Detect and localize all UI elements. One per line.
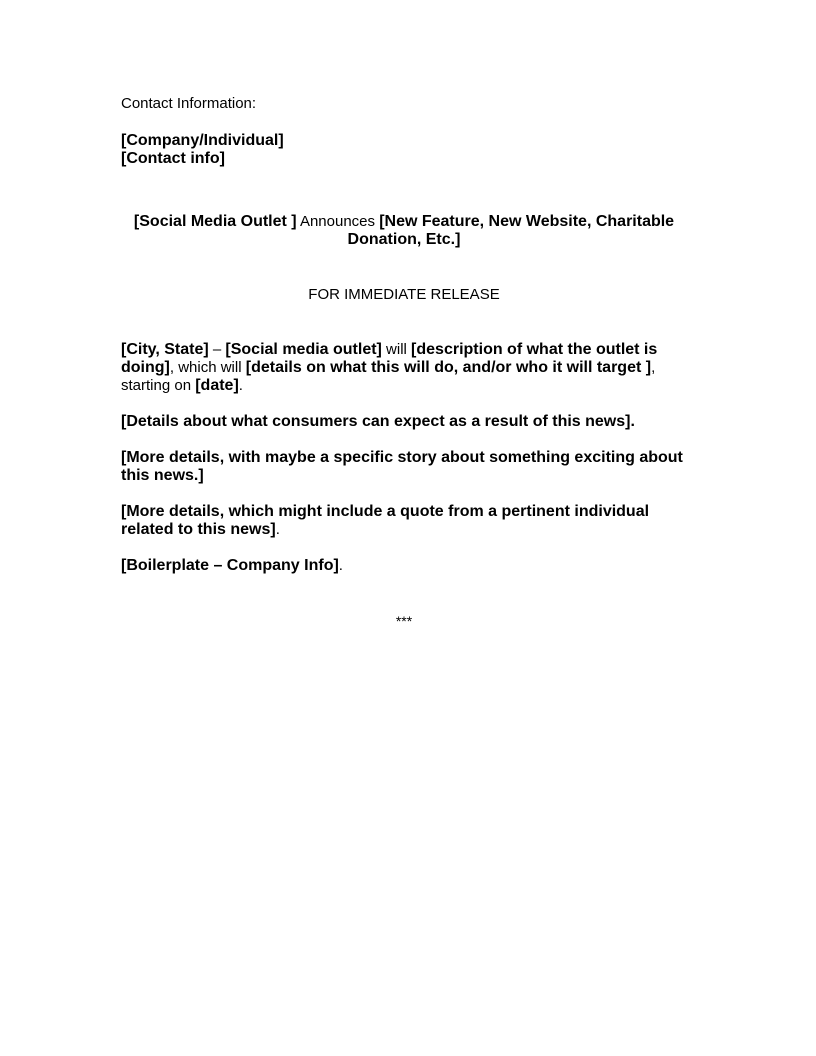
lead-starting-on: , starting on xyxy=(121,359,656,394)
contact-info-placeholder: [Contact info] xyxy=(121,150,225,167)
boilerplate-text: [Boilerplate – Company Info] xyxy=(121,557,339,574)
press-release-content xyxy=(121,95,687,630)
body-paragraph-boilerplate xyxy=(121,557,687,575)
immediate-release-label: FOR IMMEDIATE RELEASE xyxy=(308,286,500,303)
quote-text: [More details, which might include a quote from a pertinent individual related to this news] xyxy=(121,503,650,538)
headline-outlet: [Social Media Outlet ] xyxy=(133,213,297,230)
lead-description: [description of what the outlet is doing] xyxy=(121,341,658,376)
lead-date: [date] xyxy=(195,377,239,394)
lead-details: [details on what this will do, and/or who it will target ] xyxy=(245,359,652,376)
lead-city-state: [City, State] xyxy=(121,341,209,358)
boilerplate-period: . xyxy=(338,557,343,574)
quote-period: . xyxy=(275,521,280,538)
body-paragraph-quote xyxy=(121,503,687,539)
body-paragraph-lead xyxy=(121,341,687,395)
lead-outlet: [Social media outlet] xyxy=(225,341,382,358)
press-release-headline xyxy=(121,213,687,249)
headline-subject: [New Feature, New Website, Charitable Donation, Etc.] xyxy=(347,213,675,248)
body-paragraph-story: [More details, with maybe a specific story about something exciting about this news.] xyxy=(121,449,683,484)
headline-announces: Announces xyxy=(296,213,380,230)
body-paragraph-consumer-expectations: [Details about what consumers can expect as a result of this news]. xyxy=(121,413,635,430)
contact-company-placeholder: [Company/Individual] xyxy=(121,132,284,149)
lead-period: . xyxy=(238,377,243,394)
lead-will: will xyxy=(381,341,412,358)
end-marker: *** xyxy=(395,613,413,629)
lead-dash: – xyxy=(208,341,226,358)
contact-information-label: Contact Information: xyxy=(121,95,257,112)
lead-which-will: , which will xyxy=(169,359,246,376)
